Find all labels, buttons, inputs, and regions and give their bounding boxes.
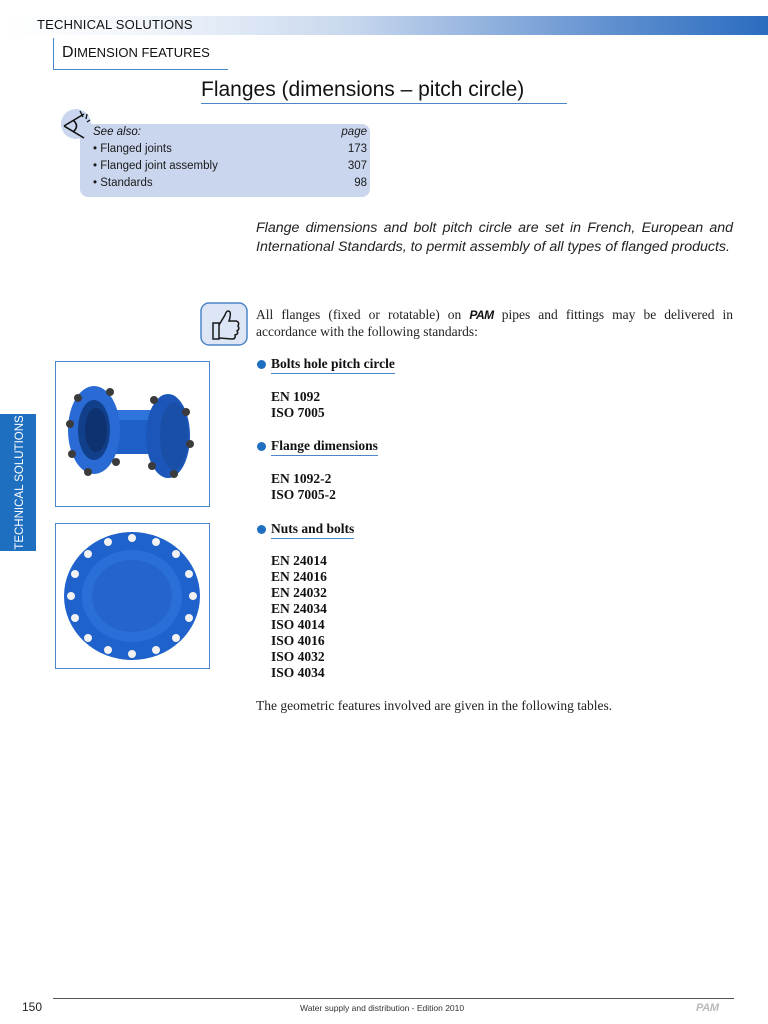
standard-item: EN 1092-2 — [271, 471, 332, 486]
standard-heading-nuts-and-bolts: Nuts and bolts — [271, 521, 354, 539]
standard-item: ISO 4014 — [271, 617, 325, 632]
standard-item: EN 24034 — [271, 601, 327, 616]
page-title: Flanges (dimensions – pitch circle) — [201, 78, 525, 101]
see-also-page-number: 98 — [354, 177, 367, 189]
see-also-link-standards[interactable]: • Standards — [93, 177, 153, 189]
para-text-after: pipes and fittings may be delivered in accordance with the following standards: — [256, 307, 734, 339]
standard-item: EN 24032 — [271, 585, 327, 600]
see-also-heading: See also: — [93, 126, 141, 138]
see-also-link-flanged-joint-assembly[interactable]: • Flanged joint assembly — [93, 160, 218, 172]
standards-intro-paragraph — [256, 307, 733, 340]
bullet-icon — [257, 525, 266, 534]
footer-pam-logo: PAM — [696, 1002, 719, 1014]
title-underline — [201, 103, 567, 104]
blank-flange-illustration — [56, 524, 209, 668]
section-title-rest: IMENSION FEATURES — [73, 45, 210, 60]
thumbs-up-icon — [199, 301, 249, 347]
footer-rule — [53, 998, 734, 999]
section-rule-horizontal — [53, 69, 228, 70]
footer-text: Water supply and distribution - Edition 2010 — [300, 1003, 465, 1013]
see-also-link-flanged-joints[interactable]: • Flanged joints — [93, 143, 172, 155]
standard-item: ISO 4034 — [271, 665, 325, 680]
pam-brand-logo: PAM — [469, 308, 494, 322]
standard-item: ISO 7005 — [271, 405, 325, 420]
standard-item: EN 1092 — [271, 389, 321, 404]
bullet-icon — [257, 360, 266, 369]
standard-item: EN 24016 — [271, 569, 327, 584]
see-also-page-heading: page — [341, 126, 367, 138]
standard-item: ISO 4032 — [271, 649, 325, 664]
header-label: TECHNICAL SOLUTIONS — [37, 17, 193, 32]
standard-item: EN 24014 — [271, 553, 327, 568]
section-rule-vertical — [53, 38, 54, 70]
standard-item: ISO 7005-2 — [271, 487, 336, 502]
closing-paragraph: The geometric features involved are given in the following tables. — [256, 698, 613, 713]
intro-paragraph: Flange dimensions and bolt pitch circle are set in French, European and International Standards, to permit assembly of all types of flanged products. — [256, 220, 733, 255]
para-text-before: All flanges (fixed or rotatable) on — [256, 307, 462, 322]
bullet-icon — [257, 442, 266, 451]
page-number: 150 — [22, 1000, 43, 1014]
flanged-fitting-illustration — [56, 362, 209, 506]
side-tab-label: TECHNICAL SOLUTIONS — [14, 415, 26, 550]
side-tab — [0, 414, 36, 551]
section-title-initial: D — [62, 44, 74, 61]
standard-heading-flange-dimensions: Flange dimensions — [271, 438, 378, 456]
standard-item: ISO 4016 — [271, 633, 325, 648]
standard-heading-bolts-hole-pitch-circle: Bolts hole pitch circle — [271, 356, 395, 374]
eye-icon — [60, 106, 96, 140]
flanged-fitting-photo — [55, 361, 210, 507]
see-also-page-number: 173 — [347, 143, 367, 155]
blank-flange-photo — [55, 523, 210, 669]
section-title — [62, 44, 210, 62]
see-also-page-number: 307 — [347, 160, 367, 172]
